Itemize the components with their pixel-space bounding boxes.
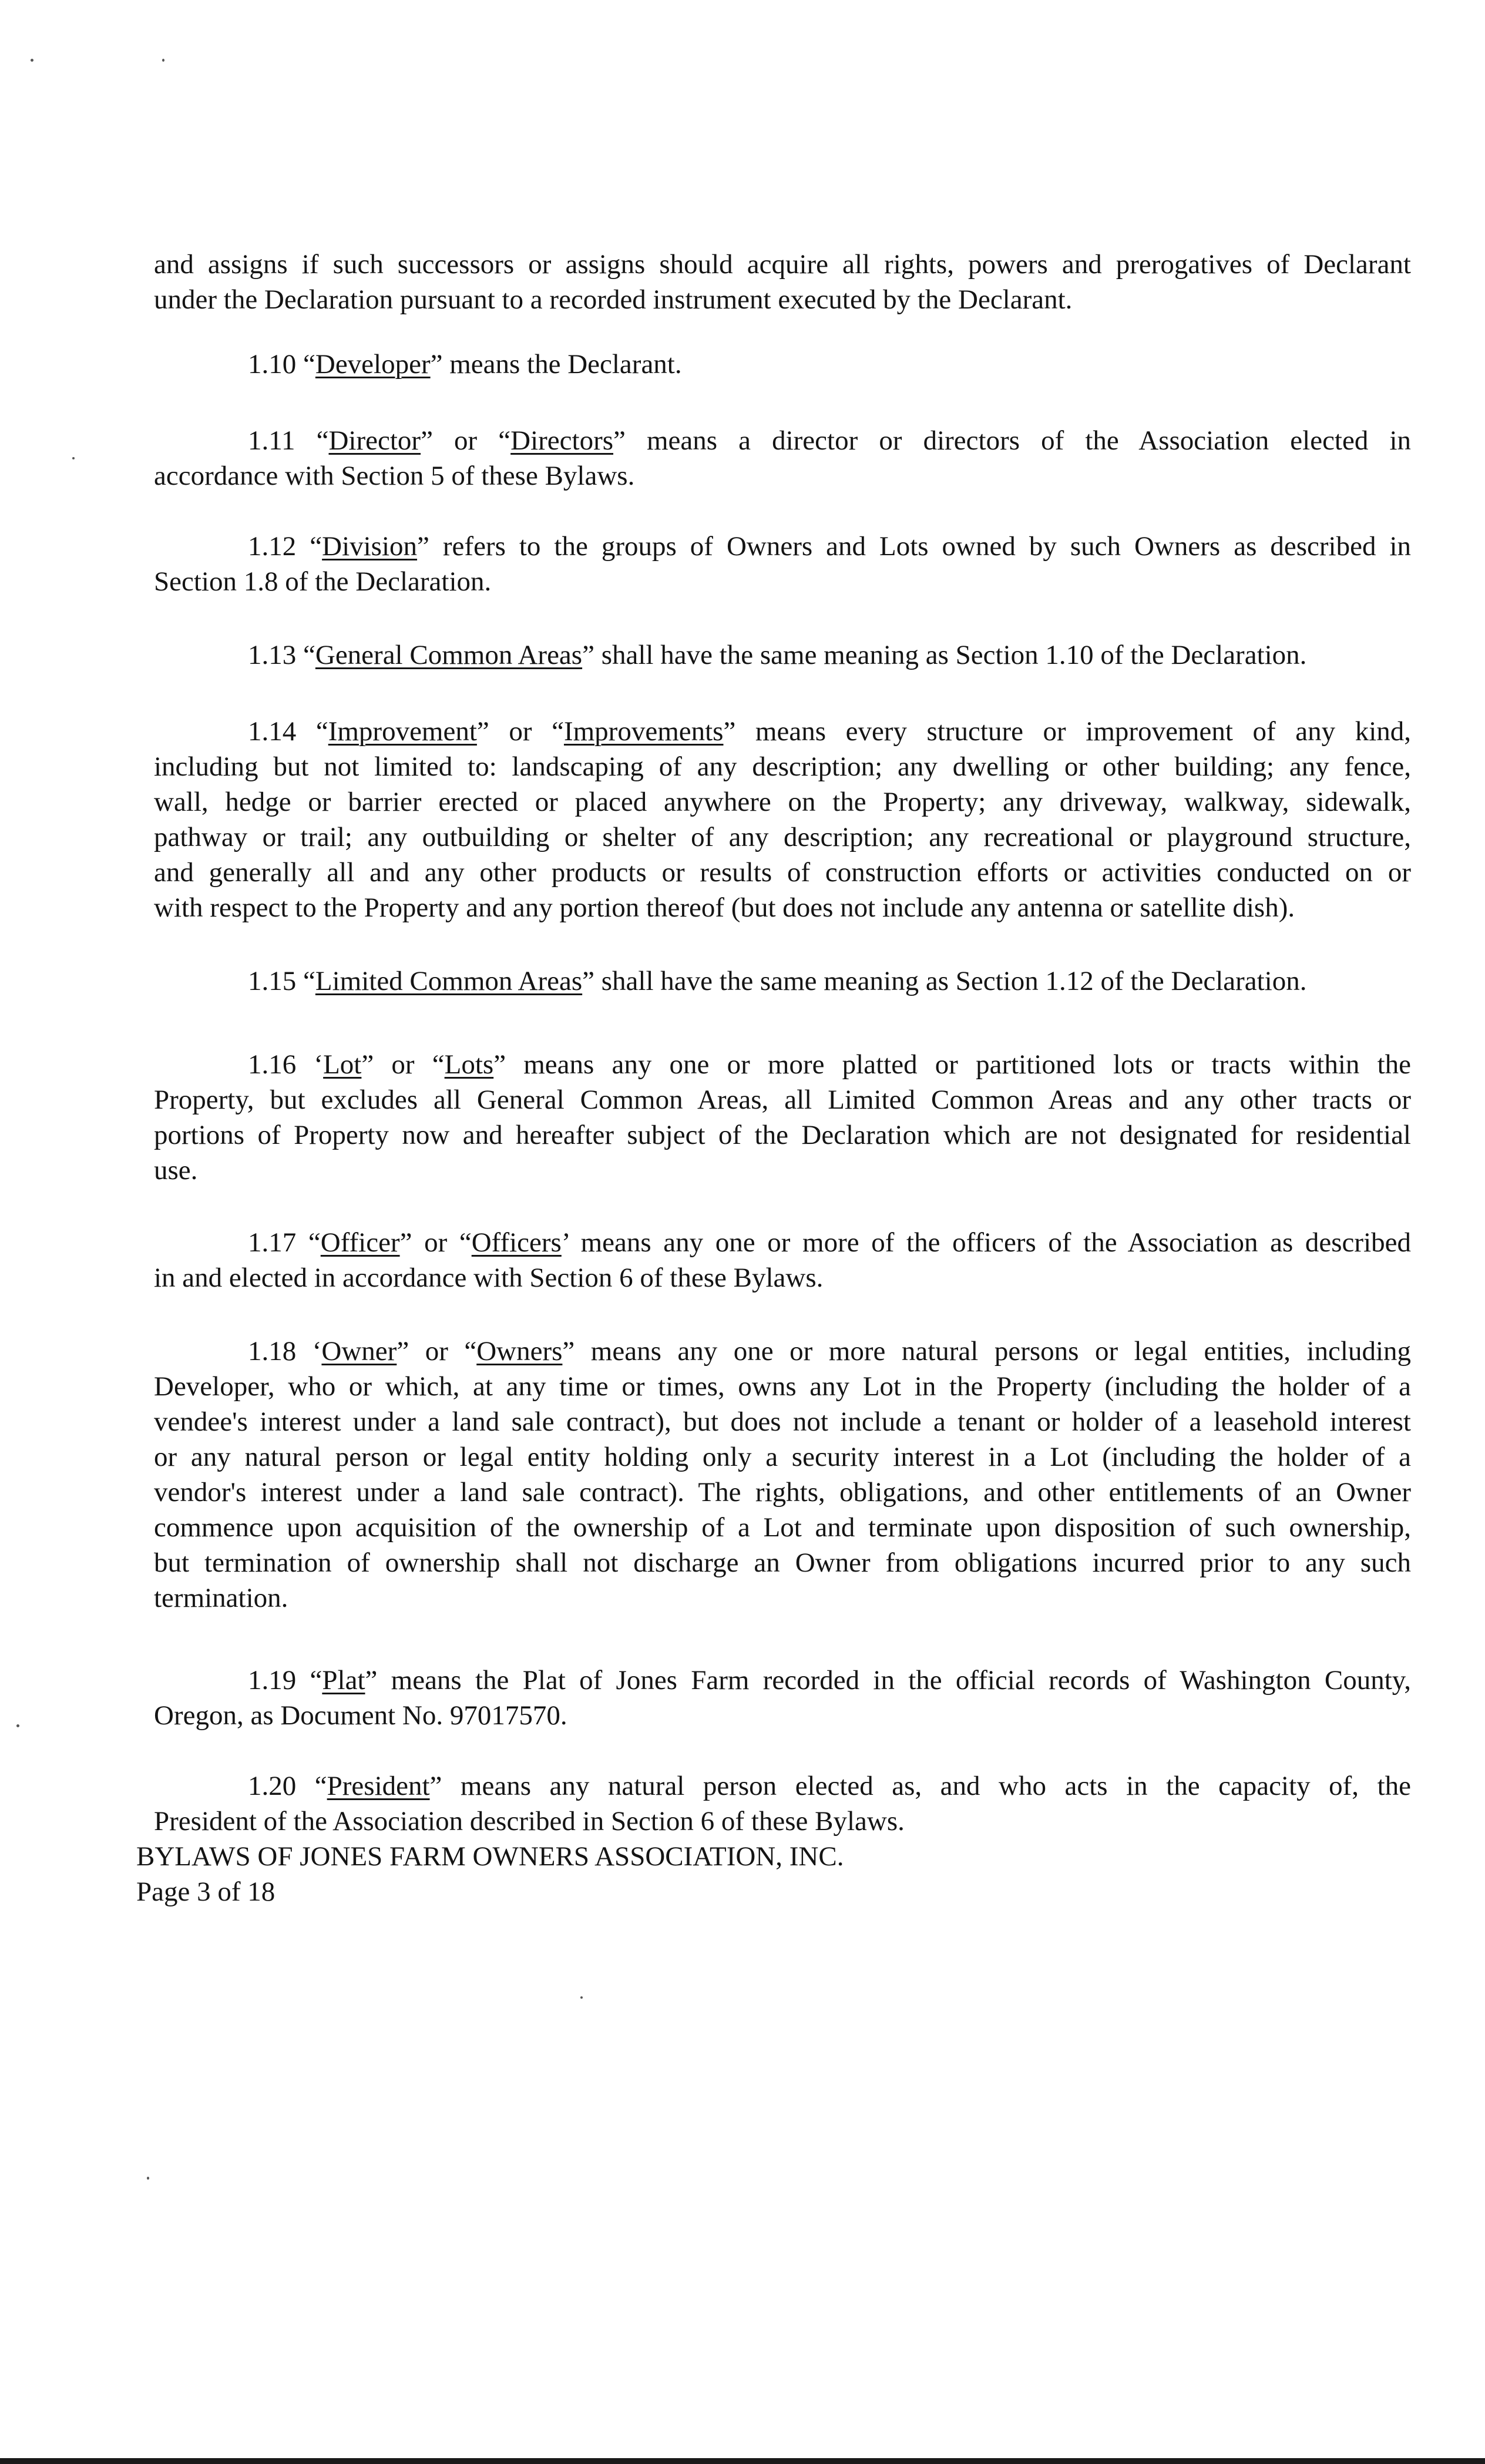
defined-term: Director	[328, 425, 421, 456]
scan-speck	[72, 457, 75, 459]
definition-text: ” means any one or more platted or partitioned lots or tracts within the	[493, 1049, 1411, 1080]
definition-text: ” means the Declarant.	[430, 349, 682, 380]
scan-speck	[16, 1724, 19, 1727]
text-line: including but not limited to: landscaping of any description; any dwelling or other building; any fence,	[154, 751, 1411, 782]
connector-text: ” or “	[399, 1227, 472, 1258]
definition-1-12	[154, 529, 1411, 599]
definition-1-20	[154, 1768, 1411, 1839]
section-number: 1.20 “	[248, 1771, 327, 1801]
section-number: 1.15 “	[248, 966, 315, 996]
defined-term: Limited Common Areas	[315, 966, 583, 996]
defined-term: Officer	[320, 1227, 400, 1258]
text-line: Oregon, as Document No. 97017570.	[154, 1700, 567, 1731]
defined-term: Officers	[471, 1227, 562, 1258]
text-line	[154, 1225, 1411, 1260]
section-number: 1.10 “	[248, 349, 315, 380]
defined-term: President	[327, 1771, 430, 1801]
text-line	[154, 1663, 1411, 1698]
definition-text: ” shall have the same meaning as Section 1.10 of the Declaration.	[582, 640, 1307, 670]
text-line: President of the Association described in Section 6 of these Bylaws.	[154, 1806, 905, 1837]
definition-1-17	[154, 1225, 1411, 1295]
footer-document-title: BYLAWS OF JONES FARM OWNERS ASSOCIATION, INC.	[136, 1841, 844, 1872]
definition-text: ” shall have the same meaning as Section 1.12 of the Declaration.	[582, 966, 1307, 996]
connector-text: ” or “	[476, 716, 564, 747]
section-number: 1.17 “	[248, 1227, 321, 1258]
text-line	[154, 1047, 1411, 1082]
footer-page-number: Page 3 of 18	[136, 1876, 276, 1907]
section-number: 1.19 “	[248, 1665, 322, 1696]
definition-1-11	[154, 423, 1411, 494]
text-line: portions of Property now and hereafter subject of the Declaration which are not designated for residential	[154, 1120, 1411, 1150]
text-line: but termination of ownership shall not discharge an Owner from obligations incurred prior to any such	[154, 1547, 1411, 1578]
text-line	[154, 637, 1411, 673]
paragraph-intro-continuation	[154, 247, 1411, 317]
scan-bottom-edge	[0, 2458, 1485, 2464]
text-line	[154, 1334, 1411, 1369]
text-line: and generally all and any other products or results of construction efforts or activities conducted on or	[154, 857, 1411, 888]
text-line: and assigns if such successors or assigns should acquire all rights, powers and prerogatives of Declarant	[154, 249, 1411, 280]
section-number: 1.14 “	[248, 716, 328, 747]
scan-speck	[31, 59, 33, 62]
defined-term: Lot	[323, 1049, 362, 1080]
text-line	[154, 529, 1411, 564]
definition-1-19	[154, 1663, 1411, 1733]
defined-term: Owners	[476, 1336, 563, 1367]
definition-1-18	[154, 1334, 1411, 1616]
text-line: or any natural person or legal entity holding only a security interest in a Lot (including the holder of a	[154, 1442, 1411, 1472]
section-number: 1.12 “	[248, 531, 322, 562]
scan-speck	[147, 2177, 149, 2180]
defined-term: Division	[322, 531, 418, 562]
defined-term: Improvement	[328, 716, 477, 747]
section-number: 1.16 ‘	[248, 1049, 324, 1080]
definition-text: ’ means any one or more of the officers of the Association as described	[561, 1227, 1411, 1258]
text-line	[154, 714, 1411, 749]
section-number: 1.11 “	[248, 425, 329, 456]
defined-term: Plat	[322, 1665, 365, 1696]
definition-1-15	[154, 964, 1411, 999]
definition-text: ” means the Plat of Jones Farm recorded in the official records of Washington County,	[365, 1665, 1411, 1696]
defined-term: Developer	[315, 349, 431, 380]
defined-term: Improvements	[563, 716, 724, 747]
text-line: wall, hedge or barrier erected or placed anywhere on the Property; any driveway, walkway, sidewalk,	[154, 787, 1411, 817]
text-line	[154, 347, 1411, 382]
text-line	[154, 423, 1411, 458]
definition-1-13	[154, 637, 1411, 673]
definition-text: ” means a director or directors of the Association elected in	[613, 425, 1412, 456]
definition-text: ” means any one or more natural persons or legal entities, including	[562, 1336, 1412, 1367]
definition-text: ” means every structure or improvement of any kind,	[723, 716, 1411, 747]
text-line: Section 1.8 of the Declaration.	[154, 566, 492, 597]
text-line: in and elected in accordance with Section 6 of these Bylaws.	[154, 1263, 824, 1293]
page-footer	[136, 1839, 844, 1909]
defined-term: Directors	[510, 425, 614, 456]
text-line: under the Declaration pursuant to a recorded instrument executed by the Declarant.	[154, 284, 1073, 315]
connector-text: ” or “	[397, 1336, 477, 1367]
definition-1-10	[154, 347, 1411, 382]
definition-text: ” means any natural person elected as, and who acts in the capacity of, the	[429, 1771, 1411, 1801]
text-line: pathway or trail; any outbuilding or shelter of any description; any recreational or playground structure,	[154, 822, 1411, 852]
text-line: Property, but excludes all General Common Areas, all Limited Common Areas and any other tracts or	[154, 1085, 1411, 1115]
text-line: Developer, who or which, at any time or times, owns any Lot in the Property (including the holder of a	[154, 1371, 1411, 1402]
section-number: 1.13 “	[248, 640, 315, 670]
section-number: 1.18 ‘	[248, 1336, 322, 1367]
definition-1-16	[154, 1047, 1411, 1188]
definition-text: ” refers to the groups of Owners and Lots owned by such Owners as described in	[417, 531, 1411, 562]
connector-text: ” or “	[421, 425, 511, 456]
text-line	[154, 964, 1411, 999]
defined-term: Lots	[444, 1049, 494, 1080]
defined-term: Owner	[321, 1336, 397, 1367]
connector-text: ” or “	[361, 1049, 445, 1080]
text-line: termination.	[154, 1583, 288, 1613]
definition-1-14	[154, 714, 1411, 925]
scan-speck	[580, 1996, 583, 1999]
text-line: with respect to the Property and any portion thereof (but does not include any antenna or satellite dish).	[154, 892, 1295, 923]
text-line	[154, 1768, 1411, 1804]
scan-speck	[162, 59, 164, 62]
text-line: accordance with Section 5 of these Bylaws.	[154, 461, 635, 491]
defined-term: General Common Areas	[315, 640, 583, 670]
text-line: use.	[154, 1155, 198, 1186]
text-line: vendor's interest under a land sale contract). The rights, obligations, and other entitlements of an Owner	[154, 1477, 1411, 1508]
text-line: vendee's interest under a land sale contract), but does not include a tenant or holder of a leasehold interest	[154, 1406, 1411, 1437]
text-line: commence upon acquisition of the ownership of a Lot and terminate upon disposition of such ownership,	[154, 1512, 1411, 1543]
